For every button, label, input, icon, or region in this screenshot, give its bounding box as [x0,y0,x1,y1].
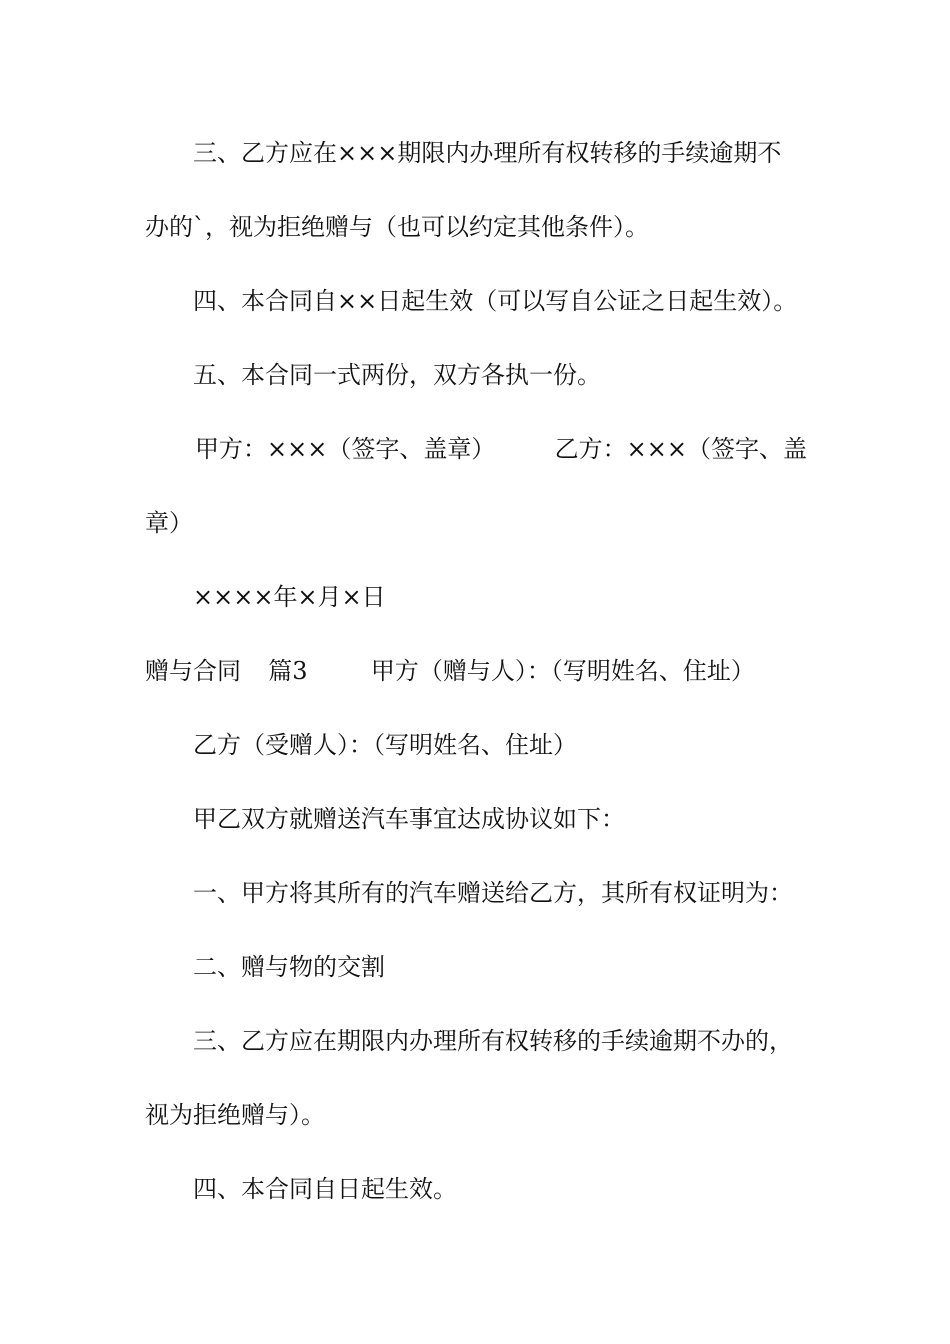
clause-three-line-2: 视为拒绝赠与）。 [145,1101,325,1129]
signature-party-b-continued: 章） [145,509,193,537]
signature-party-b: 乙方：×××（签字、盖 [554,435,807,463]
date-line: ××××年×月×日 [193,583,386,611]
clause-four: 四、本合同自日起生效。 [193,1175,457,1203]
paragraph-three-line-2: 办的`，视为拒绝赠与（也可以约定其他条件）。 [145,213,649,241]
heading-number: 篇3 [268,657,308,685]
paragraph-four: 四、本合同自××日起生效（可以写自公证之日起生效）。 [193,287,798,315]
heading-title: 赠与合同 [145,657,241,685]
paragraph-three-line-1: 三、乙方应在×××期限内办理所有权转移的手续逾期不 [193,139,782,167]
clause-one: 一、甲方将其所有的汽车赠送给乙方，其所有权证明为： [193,879,793,907]
heading-party-a: 甲方（赠与人）：（写明姓名、住址） [370,657,755,685]
section-heading [145,655,815,687]
signature-party-a: 甲方：×××（签字、盖章） [195,435,496,463]
clause-three-line-1: 三、乙方应在期限内办理所有权转移的手续逾期不办的， [193,1027,793,1055]
agreement-intro: 甲乙双方就赠送汽车事宜达成协议如下： [193,805,625,833]
party-b-line: 乙方（受赠人）：（写明姓名、住址） [193,731,577,759]
clause-two: 二、赠与物的交割 [193,953,385,981]
signature-row [195,433,807,465]
paragraph-five: 五、本合同一式两份，双方各执一份。 [193,361,601,389]
